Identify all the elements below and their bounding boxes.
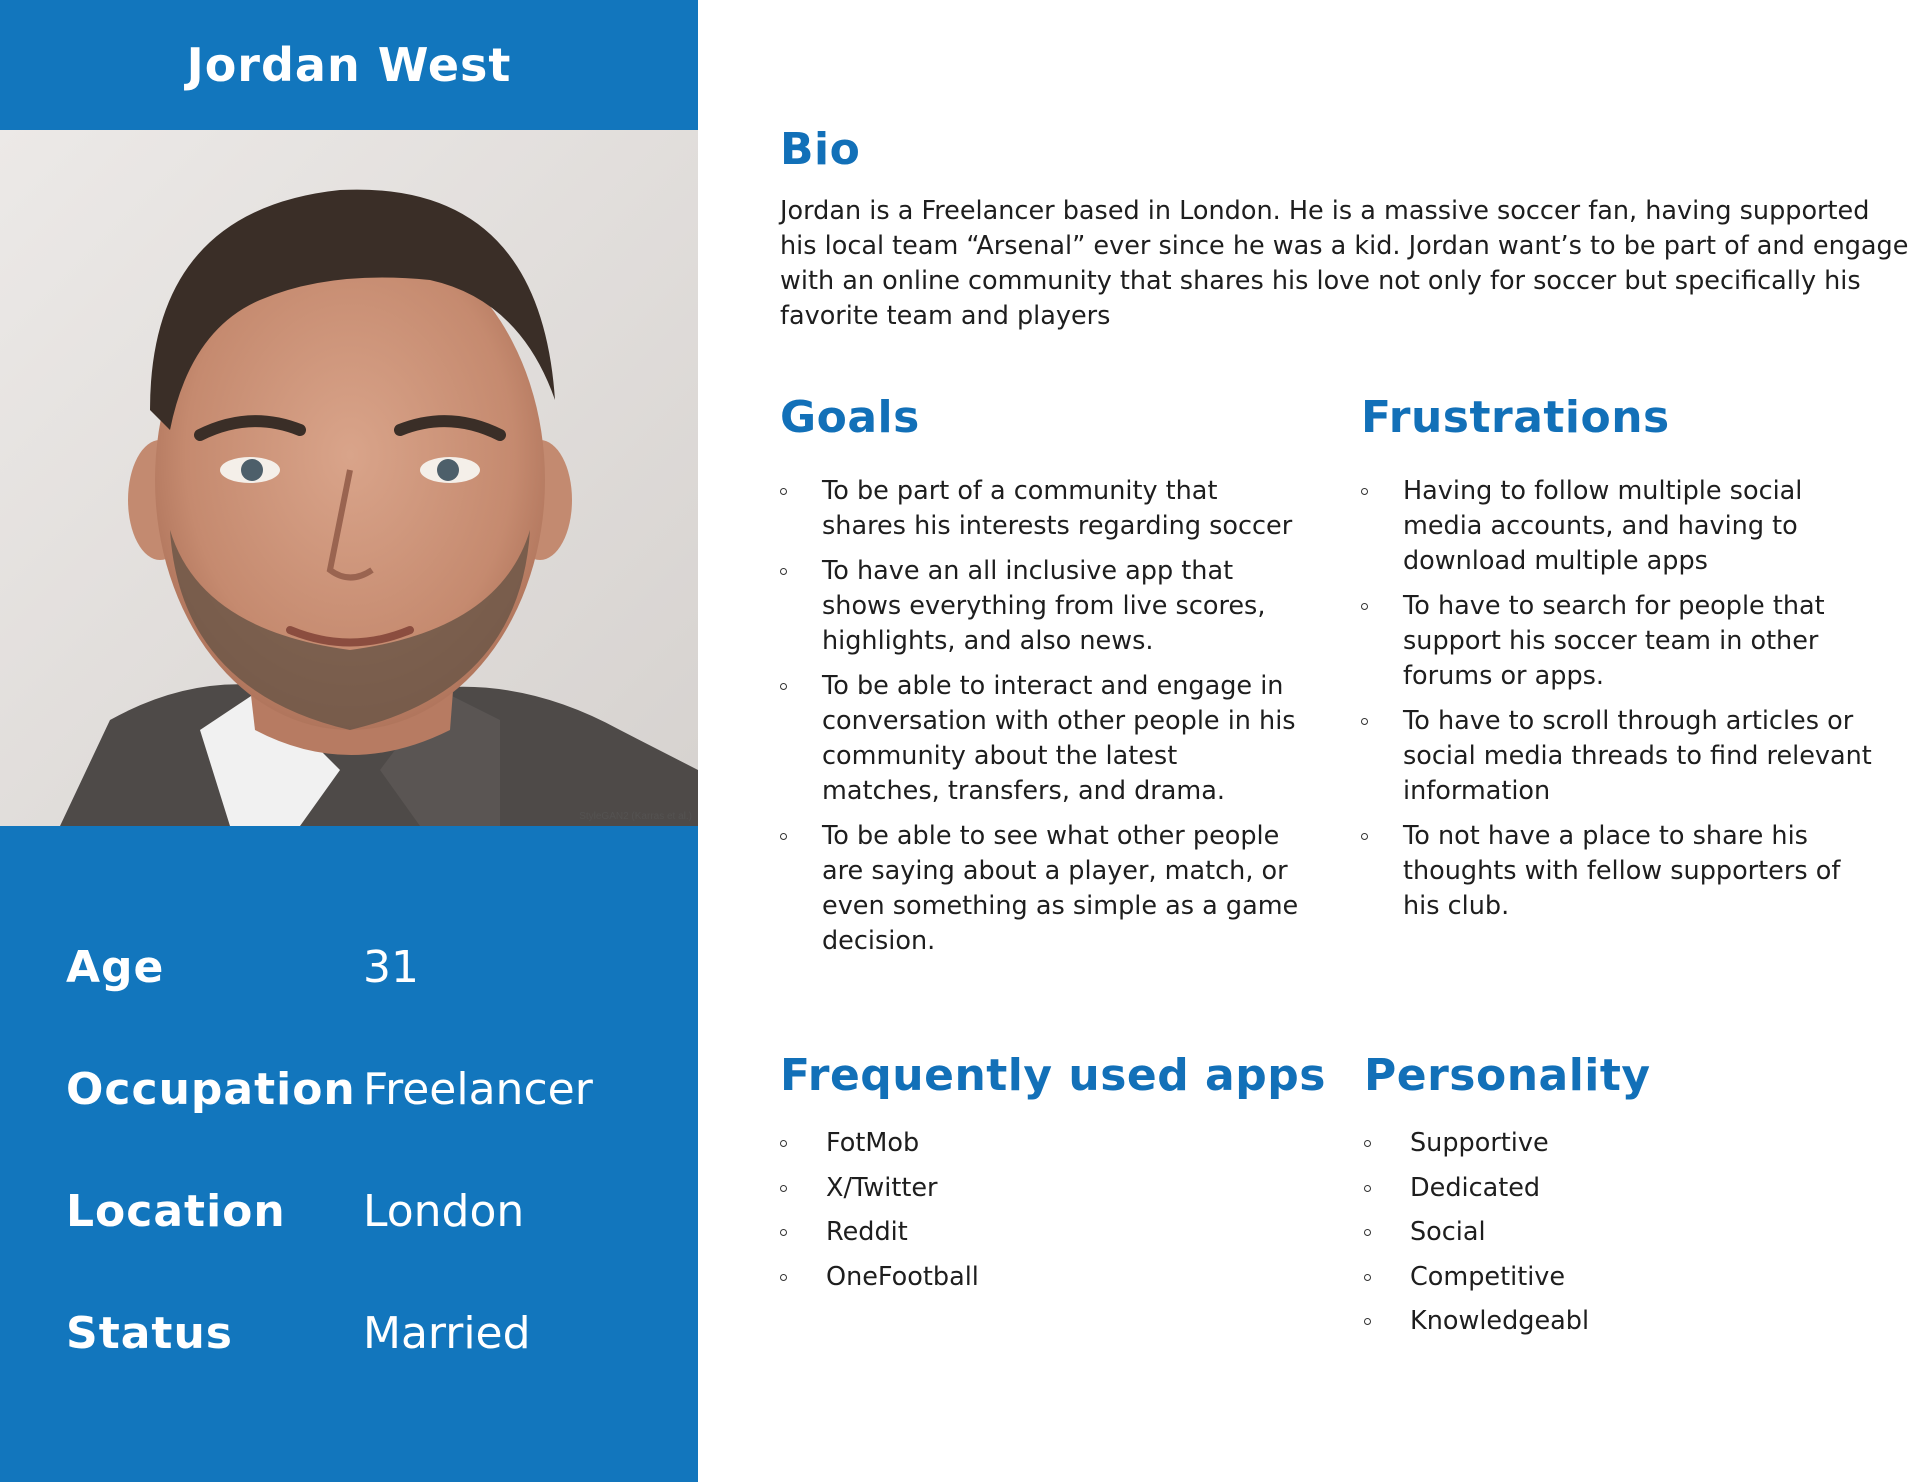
bullet-icon: [1361, 718, 1368, 725]
detail-label: Occupation: [66, 1064, 356, 1115]
list-item: [780, 1260, 1280, 1295]
bullet-icon: [1364, 1185, 1371, 1192]
bullet-icon: [780, 1229, 787, 1236]
detail-row-location: [66, 1186, 686, 1246]
bullet-icon: [1361, 833, 1368, 840]
bullet-icon: [1364, 1140, 1371, 1147]
goal-text: To have an all inclusive app that shows everything from live scores, highlights, and also news.: [822, 556, 1266, 656]
bio-text: Jordan is a Freelancer based in London. He is a massive soccer fan, having supported his local team “Arsenal” ever since he was a kid. Jordan want’s to be part of and engage with an online community that shares his love not only for soccer but specifically his favorite team and players: [780, 196, 1909, 331]
list-item: [1361, 589, 1881, 694]
list-item: [780, 1215, 1280, 1250]
bullet-icon: [780, 568, 787, 575]
detail-label: Age: [66, 942, 165, 993]
bullet-icon: [780, 1140, 787, 1147]
photo-watermark: StyleGAN2 (Karras et al.): [579, 811, 692, 822]
trait-text: Knowledgeabl: [1410, 1306, 1590, 1336]
list-item: [1364, 1260, 1864, 1295]
app-text: X/Twitter: [826, 1172, 938, 1203]
detail-value: Freelancer: [363, 1064, 593, 1115]
bio-heading: Bio: [780, 124, 861, 175]
personality-heading: Personality: [1364, 1050, 1651, 1101]
list-item: [1364, 1215, 1864, 1250]
detail-value: 31: [363, 942, 419, 993]
list-item: [1361, 474, 1881, 579]
portrait-illustration: [0, 130, 698, 826]
list-item: [1364, 1126, 1864, 1161]
bullet-icon: [780, 1274, 787, 1281]
persona-name: Jordan West: [186, 38, 512, 92]
frustration-text: To have to search for people that support his soccer team in other forums or apps.: [1403, 591, 1825, 691]
detail-row-status: [66, 1308, 686, 1368]
detail-label: Status: [66, 1308, 233, 1359]
list-item: [780, 1126, 1280, 1161]
bullet-icon: [1364, 1274, 1371, 1281]
bullet-icon: [780, 488, 787, 495]
bullet-icon: [780, 683, 787, 690]
goal-text: To be able to see what other people are saying about a player, match, or even something as simple as a game decision.: [822, 821, 1299, 956]
persona-sidebar: [0, 0, 698, 1482]
goals-heading: Goals: [780, 392, 920, 443]
list-item: [780, 669, 1300, 809]
list-item: [1361, 704, 1881, 809]
detail-row-age: [66, 942, 686, 1002]
trait-text: Social: [1410, 1217, 1486, 1247]
bullet-icon: [1361, 603, 1368, 610]
bullet-icon: [1364, 1318, 1371, 1325]
app-text: Reddit: [826, 1217, 908, 1247]
list-item: [780, 819, 1300, 959]
bullet-icon: [1361, 488, 1368, 495]
personality-list: [1364, 1126, 1864, 1349]
goal-text: To be able to interact and engage in conversation with other people in his community about the latest matches, transfers, and drama.: [822, 671, 1296, 806]
goals-list: [780, 474, 1300, 969]
frustrations-heading: Frustrations: [1361, 392, 1670, 443]
detail-row-occupation: [66, 1064, 686, 1124]
list-item: [780, 474, 1300, 544]
app-text: OneFootball: [826, 1261, 979, 1292]
apps-list: [780, 1126, 1280, 1304]
list-item: [780, 1171, 1280, 1206]
list-item: [1364, 1171, 1864, 1206]
detail-value: London: [363, 1186, 525, 1237]
trait-text: Supportive: [1410, 1128, 1549, 1158]
bullet-icon: [780, 833, 787, 840]
frustration-text: To have to scroll through articles or social media threads to find relevant information: [1403, 706, 1872, 806]
apps-heading: Frequently used apps: [780, 1050, 1326, 1101]
frustration-text: Having to follow multiple social media accounts, and having to download multiple apps: [1403, 476, 1803, 576]
list-item: [1364, 1304, 1864, 1339]
app-text: FotMob: [826, 1128, 920, 1158]
trait-text: Competitive: [1410, 1261, 1566, 1292]
detail-label: Location: [66, 1186, 286, 1237]
list-item: [780, 554, 1300, 659]
goal-text: To be part of a community that shares his interests regarding soccer: [822, 476, 1293, 541]
persona-content: [780, 0, 1909, 1484]
frustrations-list: [1361, 474, 1881, 934]
detail-value: Married: [363, 1308, 531, 1359]
list-item: [1361, 819, 1881, 924]
trait-text: Dedicated: [1410, 1172, 1541, 1203]
bullet-icon: [780, 1185, 787, 1192]
persona-photo: [0, 130, 698, 826]
frustration-text: To not have a place to share his thoughts with fellow supporters of his club.: [1403, 821, 1841, 921]
bullet-icon: [1364, 1229, 1371, 1236]
